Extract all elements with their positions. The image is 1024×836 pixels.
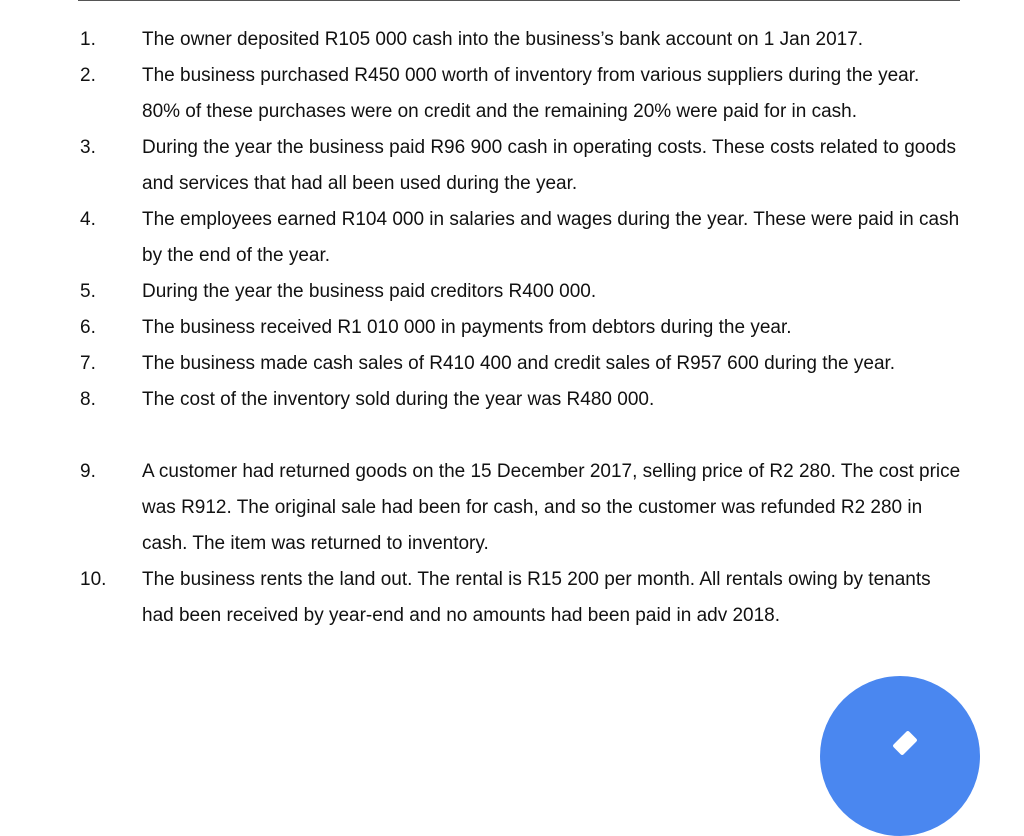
- item-text: The business purchased R450 000 worth of inventory from various suppliers during the year. 80% of these purchases were on credit and the remaining 20% were paid for in cash.: [142, 65, 920, 122]
- item-number: 2.: [80, 65, 96, 86]
- item-number: 9.: [80, 461, 96, 482]
- numbered-list: [0, 22, 1024, 634]
- edit-fab-button[interactable]: [820, 676, 980, 836]
- item-number: 10.: [80, 569, 107, 590]
- list-item: [0, 130, 1024, 202]
- item-number: 3.: [80, 137, 96, 158]
- list-item: [0, 310, 1024, 346]
- list-item: [0, 454, 1024, 562]
- item-text: The business rents the land out. The rental is R15 200 per month. All rentals owing by tenants had been received by year-end and no amounts had been paid in adv 2018.: [142, 569, 931, 626]
- item-number: 5.: [80, 281, 96, 302]
- item-text: During the year the business paid creditors R400 000.: [142, 281, 597, 302]
- list-item: [0, 22, 1024, 58]
- list-item: [0, 382, 1024, 418]
- item-number: 1.: [80, 29, 96, 50]
- edit-icon: [892, 730, 917, 755]
- list-item: [0, 58, 1024, 130]
- item-text: The employees earned R104 000 in salaries and wages during the year. These were paid in cash by the end of the year.: [142, 209, 960, 266]
- list-item: [0, 274, 1024, 310]
- item-number: 7.: [80, 353, 96, 374]
- item-text: The business made cash sales of R410 400 and credit sales of R957 600 during the year.: [142, 353, 896, 374]
- list-item: [0, 346, 1024, 382]
- item-number: 8.: [80, 389, 96, 410]
- top-divider: [78, 0, 960, 1]
- item-text: A customer had returned goods on the 15 December 2017, selling price of R2 280. The cost price was R912. The original sale had been for cash, and so the customer was refunded R2 280 in cash. The item was returned to inventory.: [142, 461, 961, 554]
- item-text: The business received R1 010 000 in payments from debtors during the year.: [142, 317, 792, 338]
- list-item: [0, 562, 1024, 634]
- item-number: 6.: [80, 317, 96, 338]
- item-text: The cost of the inventory sold during the year was R480 000.: [142, 389, 655, 410]
- list-item: [0, 202, 1024, 274]
- item-text: During the year the business paid R96 900 cash in operating costs. These costs related to goods and services that had all been used during the year.: [142, 137, 956, 194]
- item-number: 4.: [80, 209, 96, 230]
- item-text: The owner deposited R105 000 cash into the business’s bank account on 1 Jan 2017.: [142, 29, 864, 50]
